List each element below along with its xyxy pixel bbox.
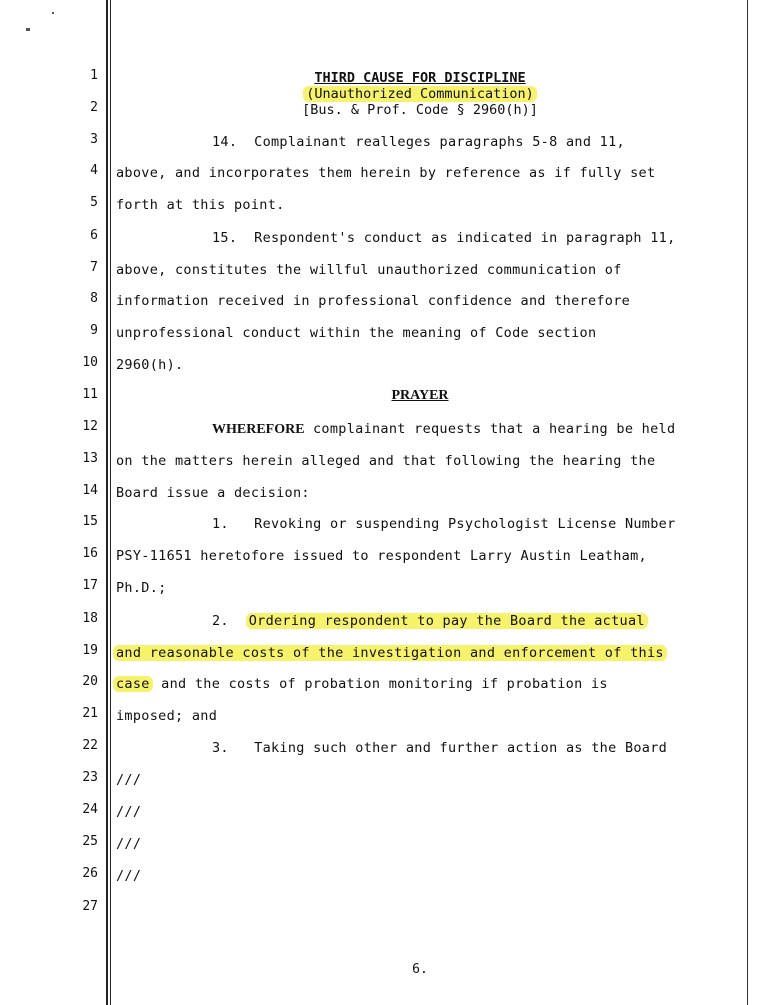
paragraph-text: WHEREFORE complainant requests that a hearing be held: [212, 421, 676, 437]
continuation-slashes: ///: [116, 804, 142, 820]
line-number: 11: [82, 387, 98, 402]
paragraph-text: unprofessional conduct within the meaning of Code section: [116, 325, 597, 341]
continuation-slashes: ///: [116, 836, 142, 852]
continuation-slashes: ///: [116, 772, 142, 788]
line-number: 12: [82, 419, 98, 434]
line-number: 13: [82, 451, 98, 466]
line-number: 14: [82, 483, 98, 498]
page-number: 6.: [412, 962, 428, 977]
line-number: 10: [82, 355, 98, 370]
line-number: 20: [82, 674, 98, 689]
paragraph-text: PSY-11651 heretofore issued to respondent Larry Austin Leatham,: [116, 548, 647, 564]
paragraph-text: Board issue a decision:: [116, 485, 310, 501]
line-number: 15: [82, 514, 98, 529]
paragraph-text: information received in professional confidence and therefore: [116, 293, 631, 309]
paragraph-text: above, constitutes the willful unauthorized communication of: [116, 262, 622, 278]
line-number: 26: [82, 866, 98, 881]
left-margin-rule-inner: [110, 0, 111, 1005]
line-number: 2: [90, 100, 98, 115]
line-number: 5: [90, 195, 98, 210]
scan-speck: [52, 12, 54, 14]
paragraph-text: 2. Ordering respondent to pay the Board the actual: [212, 613, 648, 629]
section-title: THIRD CAUSE FOR DISCIPLINE: [314, 70, 526, 86]
line-number: 3: [90, 132, 98, 147]
line-number: 25: [82, 834, 98, 849]
code-citation: [Bus. & Prof. Code § 2960(h)]: [302, 102, 538, 118]
scan-speck: [26, 28, 30, 31]
prayer-heading: PRAYER: [391, 388, 449, 403]
line-number: 18: [82, 611, 98, 626]
paragraph-text: 1. Revoking or suspending Psychologist License Number: [212, 516, 676, 532]
paragraph-text: and reasonable costs of the investigation and enforcement of this: [113, 645, 667, 661]
line-number: 9: [90, 323, 98, 338]
line-number: 24: [82, 802, 98, 817]
line-number: 16: [82, 546, 98, 561]
continuation-slashes: ///: [116, 868, 142, 884]
paragraph-text: imposed; and: [116, 708, 218, 724]
paragraph-text: 14. Complainant realleges paragraphs 5-8 and 11,: [212, 134, 625, 150]
line-number: 4: [90, 163, 98, 178]
paragraph-text: forth at this point.: [116, 197, 285, 213]
line-number: 23: [82, 770, 98, 785]
paragraph-text: above, and incorporates them herein by reference as if fully set: [116, 165, 656, 181]
line-number: 8: [90, 291, 98, 306]
paragraph-text: 15. Respondent's conduct as indicated in paragraph 11,: [212, 230, 676, 246]
line-number: 27: [82, 899, 98, 914]
paragraph-text: on the matters herein alleged and that following the hearing the: [116, 453, 656, 469]
right-margin-rule: [747, 0, 748, 1005]
line-number: 22: [82, 738, 98, 753]
paragraph-text: Ph.D.;: [116, 580, 167, 596]
line-number: 21: [82, 706, 98, 721]
left-margin-rule: [106, 0, 108, 1005]
paragraph-text: 2960(h).: [116, 357, 184, 373]
line-number: 17: [82, 578, 98, 593]
line-number: 1: [90, 68, 98, 83]
line-number: 6: [90, 228, 98, 243]
paragraph-text: case and the costs of probation monitoring if probation is: [113, 676, 608, 692]
paragraph-text: 3. Taking such other and further action as the Board: [212, 740, 668, 756]
line-number: 19: [82, 643, 98, 658]
section-subtitle: (Unauthorized Communication): [220, 86, 620, 102]
line-number: 7: [90, 260, 98, 275]
